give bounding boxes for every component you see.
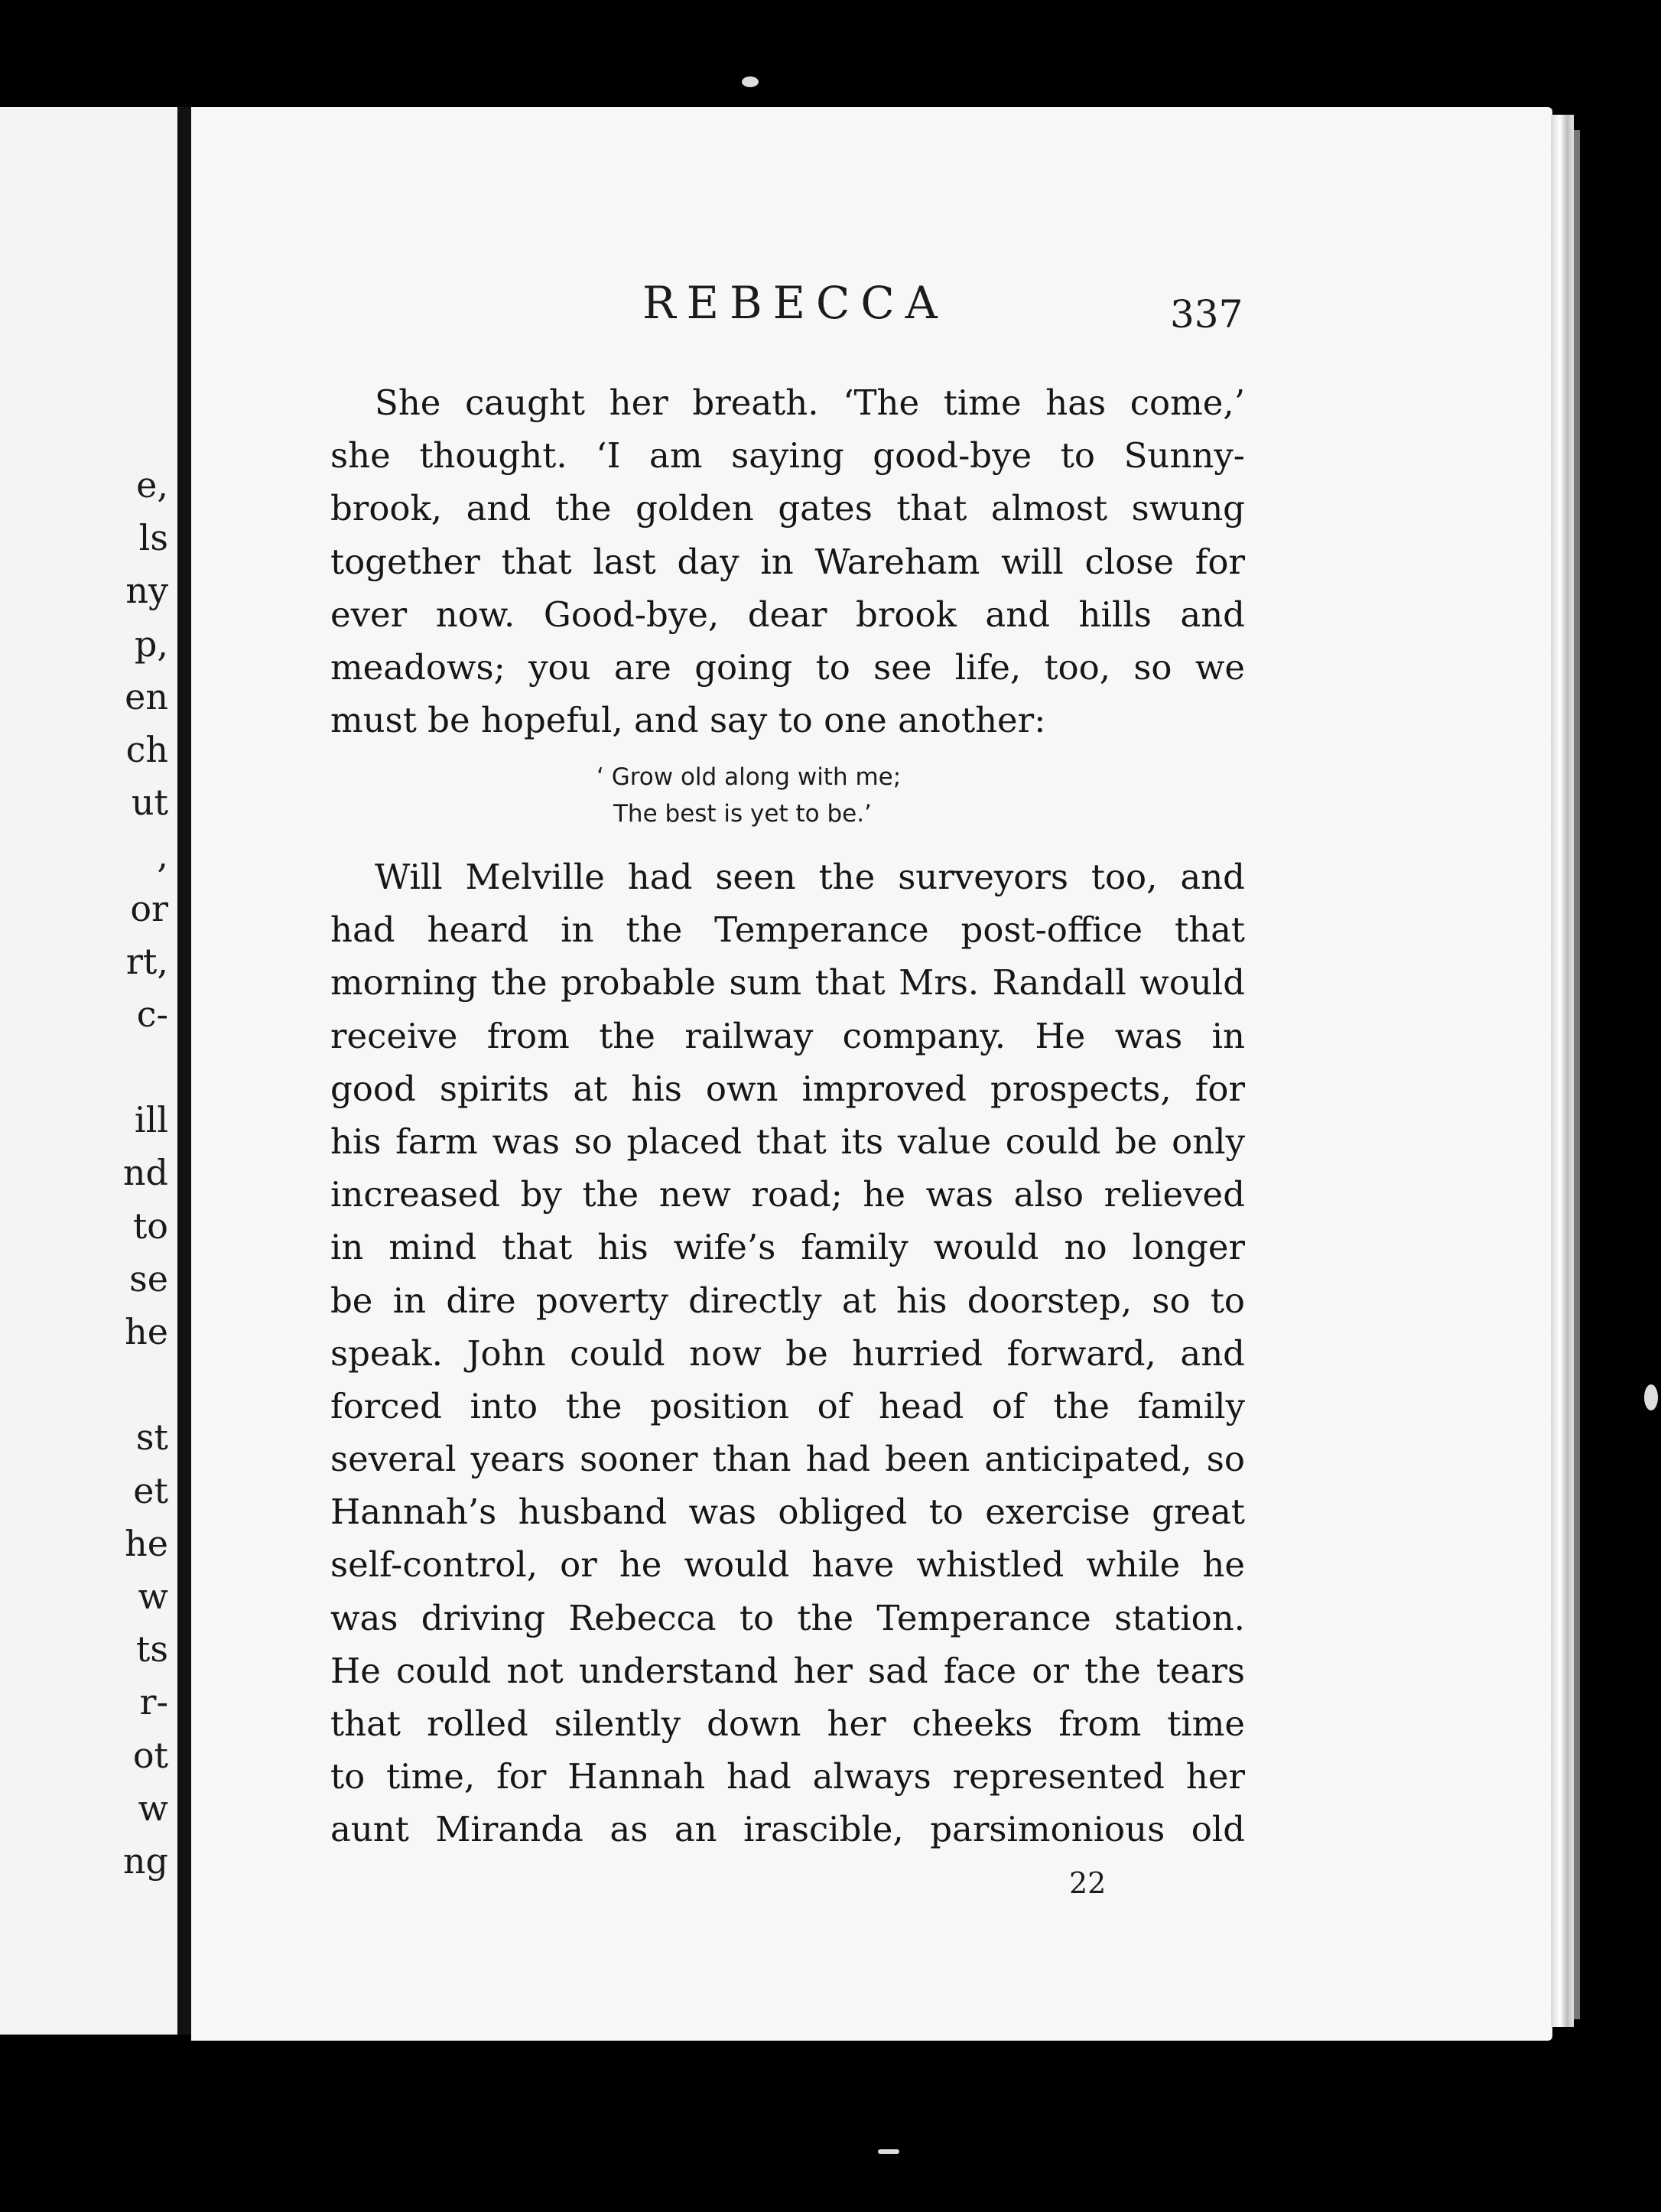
- left-fragment: w: [138, 1787, 168, 1829]
- text-line: morning the probable sum that Mrs. Randall would: [330, 962, 1245, 1004]
- left-fragment: he: [125, 1522, 168, 1564]
- left-fragment: ot: [132, 1734, 168, 1776]
- text-line: together that last day in Wareham will close for: [330, 541, 1245, 582]
- text-line: in mind that his wife’s family would no longer: [330, 1227, 1245, 1268]
- left-fragment: ts: [135, 1628, 168, 1670]
- left-fragment: se: [129, 1257, 168, 1300]
- paragraph-2: [330, 851, 1245, 1856]
- dust-speck: [878, 2149, 899, 2154]
- paragraph-1: [330, 376, 1245, 747]
- page-edge: [1551, 115, 1574, 2027]
- text-line: had heard in the Temperance post-office that: [330, 909, 1245, 951]
- text-line: speak. John could now be hurried forward, and: [330, 1332, 1245, 1374]
- text-line: his farm was so placed that its value could be only: [330, 1121, 1245, 1162]
- left-fragment: r-: [139, 1681, 168, 1723]
- verse-line: ‘ Grow old along with me;: [596, 763, 902, 791]
- left-fragment: rt,: [125, 940, 168, 982]
- text-line: was driving Rebecca to the Temperance station.: [330, 1597, 1245, 1638]
- left-fragment: ut: [131, 782, 168, 824]
- left-fragment: ill: [134, 1099, 168, 1141]
- page-edge-shadow: [1574, 130, 1580, 2019]
- text-line: brook, and the golden gates that almost swung: [330, 488, 1245, 529]
- running-head-title: REBECCA: [642, 277, 948, 329]
- left-fragment: c-: [136, 993, 168, 1035]
- text-line: increased by the new road; he was also relieved: [330, 1174, 1245, 1215]
- text-line: self-control, or he would have whistled while he: [330, 1544, 1245, 1586]
- text-line: meadows; you are going to see life, too, so we: [330, 646, 1245, 688]
- text-line: several years sooner than had been anticipated, so: [330, 1439, 1245, 1480]
- book-gutter: [177, 107, 191, 2035]
- left-fragment: ls: [138, 517, 168, 559]
- left-fragment: [76, 1041, 168, 1094]
- dust-speck: [742, 76, 759, 87]
- left-fragment: ny: [125, 570, 168, 612]
- left-facing-page: [0, 107, 182, 2035]
- signature-mark: 22: [1069, 1866, 1107, 1900]
- left-fragment: et: [133, 1469, 168, 1511]
- left-fragment: to: [132, 1205, 168, 1247]
- left-fragment: ,: [157, 834, 168, 877]
- left-fragment: w: [138, 1575, 168, 1617]
- text-line: must be hopeful, and say to one another:: [330, 700, 1046, 741]
- left-fragment: ng: [122, 1840, 168, 1882]
- left-fragment: [76, 1358, 168, 1411]
- left-fragment: e,: [136, 464, 168, 506]
- text-line: to time, for Hannah had always represented her: [330, 1756, 1245, 1797]
- left-fragment: ch: [125, 728, 168, 770]
- text-line: good spirits at his own improved prospects, for: [330, 1068, 1245, 1109]
- text-line: Hannah’s husband was obliged to exercise great: [330, 1491, 1245, 1533]
- page-number: 337: [1170, 292, 1243, 337]
- left-fragment: he: [125, 1311, 168, 1352]
- left-fragment: st: [135, 1417, 168, 1459]
- text-line: forced into the position of head of the family: [330, 1385, 1245, 1426]
- text-line: She caught her breath. ‘The time has come,’: [375, 382, 1245, 423]
- text-line: she thought. ‘I am saying good-bye to Sunny-: [330, 435, 1245, 477]
- left-page-text-fragments: [76, 459, 168, 1888]
- left-fragment: p,: [134, 623, 168, 665]
- verse-line: The best is yet to be.’: [613, 800, 872, 828]
- left-fragment: en: [125, 675, 168, 717]
- text-line: be in dire poverty directly at his doorstep, so to: [330, 1280, 1245, 1321]
- left-fragment: or: [130, 887, 168, 929]
- text-line: ever now. Good-bye, dear brook and hills and: [330, 594, 1245, 635]
- text-line: that rolled silently down her cheeks from time: [330, 1703, 1245, 1744]
- left-fragment: nd: [122, 1152, 168, 1194]
- text-line: receive from the railway company. He was in: [330, 1015, 1245, 1056]
- verse-quotation: [596, 759, 901, 832]
- text-line: Will Melville had seen the surveyors too, and: [375, 857, 1245, 897]
- text-line: He could not understand her sad face or the tears: [330, 1650, 1245, 1691]
- text-line: aunt Miranda as an irascible, parsimonious old: [330, 1809, 1245, 1850]
- dust-speck: [1644, 1384, 1658, 1410]
